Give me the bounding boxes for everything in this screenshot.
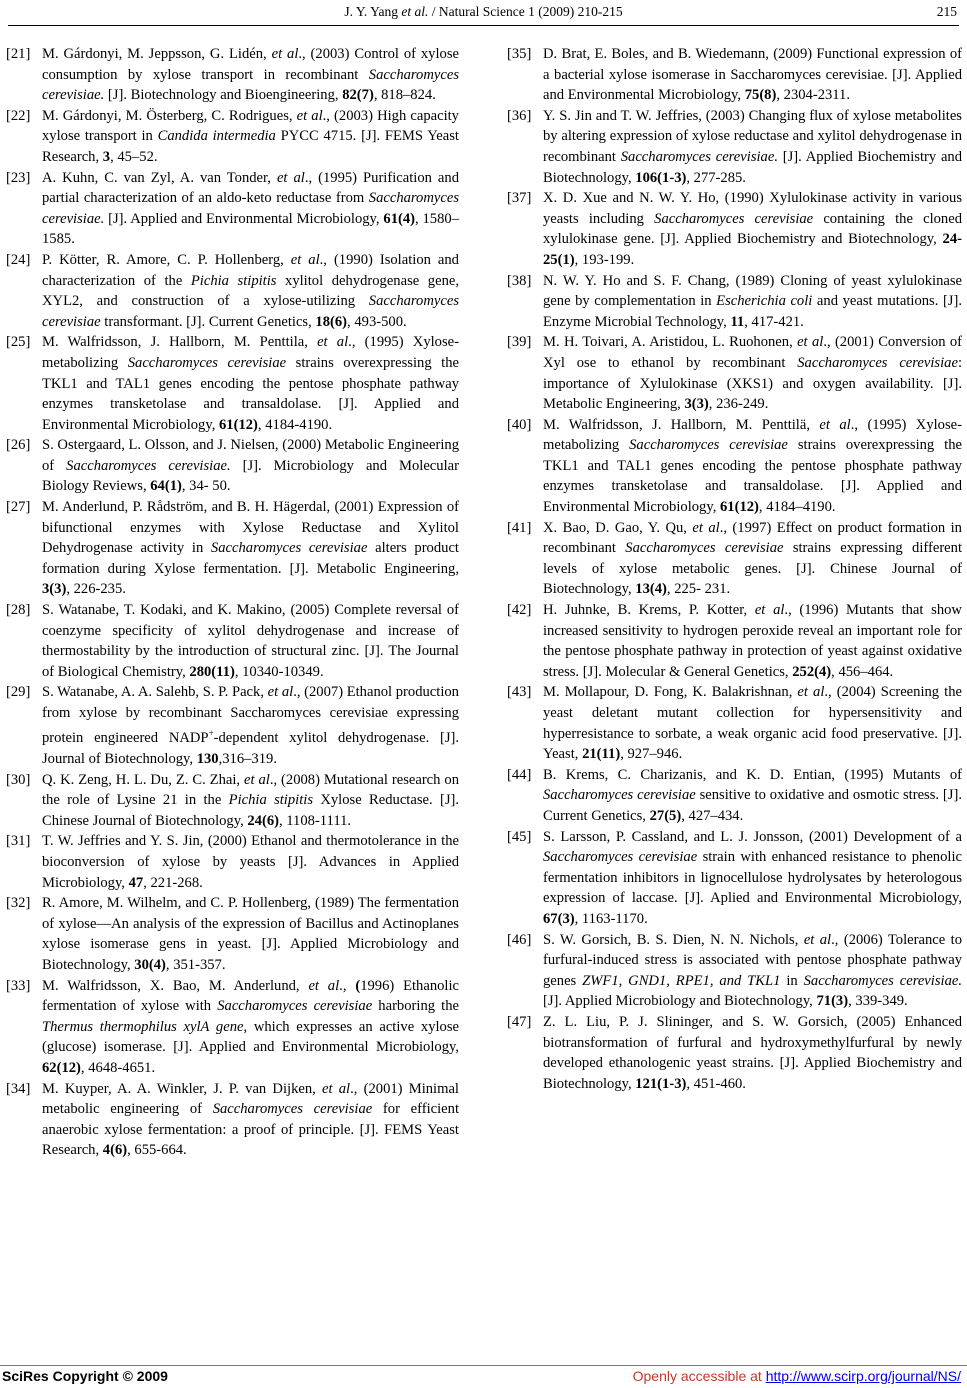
reference-number: [38] (507, 272, 532, 289)
reference-number: [35] (507, 46, 532, 62)
reference-text: A. Kuhn, C. van Zyl, A. van Tonder, et al., (1995) Purification and partial characterization of an aldo-keto reductase from Saccharomyces cerevisiae. [J]. Applied and Environmental Microbiology, 61(4), 1580– 1585. (42, 169, 459, 248)
reference-text: M. Kuyper, A. A. Winkler, J. P. van Dijken, et al., (2001) Minimal metabolic engineering of Saccharomyces cerevisiae for efficient anaerobic xylose fermentation: a proof of principle. [J]. FEMS Yeast Research, 4(6), 655-664. (42, 1080, 459, 1159)
reference-entry (6, 1079, 459, 1161)
reference-number: [37] (507, 190, 532, 207)
reference-entry (507, 682, 962, 764)
reference-entry (6, 250, 459, 332)
reference-text: P. Kötter, R. Amore, C. P. Hollenberg, et al., (1990) Isolation and characterization of the Pichia stipitis xylitol dehydrogenase gene, XYL2, and construction of a xylose-utilizing Saccharomyces cerevisiae transformant. [J]. Current Genetics, 18(6), 493-500. (42, 251, 460, 330)
reference-text: M. Gárdonyi, M. Österberg, C. Rodrigues, et al., (2003) High capacity xylose transport in Candida intermedia PYCC 4715. [J]. FEMS Yeast Research, 3, 45–52. (42, 107, 459, 165)
reference-column-right (507, 44, 962, 1094)
reference-text: S. W. Gorsich, B. S. Dien, N. N. Nichols, et al., (2006) Tolerance to furfural-induced stress is associated with pentose phosphate pathway genes ZWF1, GND1, RPE1, and TKL1 in Saccharomyces cerevisiae. [J]. Applied Microbiology and Biotechnology, 71(3), 339-349. (543, 931, 962, 1010)
reference-text: M. Walfridsson, J. Hallborn, M. Penttilä, et al., (1995) Xylose-metabolizing Saccharomyces cerevisiae strains overexpressing the TKL1 and TAL1 genes encoding the pentose phosphate pathway enzymes transketolase and transaldolase. [J]. Applied and Environmental Microbiology, 61(12), 4184–4190. (543, 416, 962, 516)
reference-entry (6, 497, 459, 600)
reference-entry (6, 682, 459, 769)
reference-entry (507, 332, 962, 414)
reference-entry (6, 332, 459, 435)
access-notice (633, 1368, 961, 1384)
reference-number: [47] (507, 1013, 532, 1030)
reference-text: M. Anderlund, P. Rådström, and B. H. Hägerdal, (2001) Expression of bifunctional enzymes with Xylose Reductase and Xylitol Dehydrogenase activity in Saccharomyces cerevisiae alters product formation during Xylose fermentation. [J]. Metabolic Engineering, 3(3), 226-235. (42, 499, 459, 598)
reference-text: S. Larsson, P. Cassland, and L. J. Jonsson, (2001) Development of a Saccharomyces cerevisiae strain with enhanced resistance to phenolic fermentation inhibitors in lignocellulose hydrolysates by heterologous expression of laccase. [J]. Aplied and Environmental Microbiology, 67(3), 1163-1170. (543, 828, 962, 927)
reference-text: M. H. Toivari, A. Aristidou, L. Ruohonen, et al., (2001) Conversion of Xyl ose to ethanol by recombinant Saccharomyces cerevisiae: importance of Xylulokinase (XKS1) and oxygen availability. [J]. Metabolic Engineering, 3(3), 236-249. (543, 334, 962, 413)
reference-number: [27] (6, 499, 31, 516)
reference-number: [24] (6, 251, 31, 268)
reference-number: [43] (507, 684, 532, 701)
reference-entry (507, 415, 962, 518)
reference-text: S. Ostergaard, L. Olsson, and J. Nielsen, (2000) Metabolic Engineering of Saccharomyces cerevisiae. [J]. Microbiology and Molecular Biology Reviews, 64(1), 34- 50. (42, 437, 459, 495)
reference-number: [23] (6, 169, 31, 186)
reference-text: S. Watanabe, T. Kodaki, and K. Makino, (2005) Complete reversal of coenzyme specificity of xylitol dehydrogenase and increase of thermostability by the introduction of structural zinc. [J]. The Journal of Biological Chemistry, 280(11), 10340-10349. (42, 602, 459, 680)
reference-number: [21] (6, 46, 31, 62)
reference-entry (6, 600, 459, 682)
reference-number: [40] (507, 416, 532, 433)
reference-number: [33] (6, 977, 31, 994)
reference-number: [32] (6, 895, 31, 912)
reference-text: M. Walfridsson, X. Bao, M. Anderlund, et al., (1996) Ethanolic fermentation of xylose with Saccharomyces cerevisiae harboring the Thermus thermophilus xylA gene, which expresses an active xylose (glucose) isomerase. [J]. Applied and Environmental Microbiology, 62(12), 4648-4651. (42, 977, 459, 1076)
reference-number: [46] (507, 931, 532, 948)
page-number: 215 (936, 4, 957, 19)
page-footer (0, 1368, 967, 1386)
header-divider (8, 25, 959, 26)
reference-entry (6, 770, 459, 832)
reference-text: Y. S. Jin and T. W. Jeffries, (2003) Changing flux of xylose metabolites by altering expression of xylose reductase and xylitol dehydrogenase in recombinant Saccharomyces cerevisiae. [J]. Applied Biochemistry and Biotechnology, 106(1-3), 277-285. (543, 107, 963, 186)
reference-entry (6, 893, 459, 975)
reference-entry (6, 106, 459, 168)
running-header (0, 4, 967, 24)
header-journal: / Natural Science 1 (2009) 210-215 (428, 4, 623, 19)
copyright-notice: SciRes Copyright © 2009 (2, 1368, 168, 1384)
reference-entry (6, 435, 459, 497)
reference-entry (6, 831, 459, 893)
reference-number: [30] (6, 771, 31, 788)
reference-entry (507, 827, 962, 930)
reference-text: M. Mollapour, D. Fong, K. Balakrishnan, et al., (2004) Screening the yeast deletant mutant collection for hypersensitivity and hyperresistance to sorbate, a weak organic acid food preservative. [J]. Yeast, 21(11), 927–946. (543, 684, 962, 763)
reference-entry (507, 518, 962, 600)
reference-text: Q. K. Zeng, H. L. Du, Z. C. Zhai, et al., (2008) Mutational research on the role of Lysine 21 in the Pichia stipitis Xylose Reductase. [J]. Chinese Journal of Biotechnology, 24(6), 1108-1111. (42, 771, 460, 829)
journal-link[interactable]: http://www.scirp.org/journal/NS/ (765, 1368, 961, 1384)
reference-number: [34] (6, 1080, 31, 1097)
reference-entry (507, 930, 962, 1012)
reference-number: [39] (507, 334, 532, 351)
reference-text: R. Amore, M. Wilhelm, and C. P. Hollenberg, (1989) The fermentation of xylose—An analysis of the expression of Bacillus and Actinoplanes xylose isomerase gens in yeast. [J]. Applied Microbiology and Biotechnology, 30(4), 351-357. (42, 895, 459, 973)
reference-entry (507, 600, 962, 682)
header-authors: J. Y. Yang (344, 4, 402, 19)
reference-number: [25] (6, 334, 31, 351)
reference-text: N. W. Y. Ho and S. F. Chang, (1989) Cloning of yeast xylulokinase gene by complementation in Escherichia coli and yeast mutations. [J]. Enzyme Microbial Technology, 11, 417-421. (543, 272, 962, 330)
access-text: Openly accessible at (632, 1368, 766, 1384)
reference-entry (507, 106, 962, 188)
reference-number: [31] (6, 833, 31, 850)
reference-number: [28] (6, 602, 31, 619)
reference-entry (6, 168, 459, 250)
reference-number: [44] (507, 766, 532, 783)
reference-entry (6, 976, 459, 1079)
reference-entry (6, 44, 459, 106)
reference-number: [41] (507, 519, 532, 536)
footer-divider (0, 1365, 967, 1366)
reference-text: H. Juhnke, B. Krems, P. Kotter, et al., (1996) Mutants that show increased sensitivity to hydrogen peroxide reveal an important role for the pentose phosphate pathway in protection of yeast against oxidative stress. [J]. Molecular & General Genetics, 252(4), 456–464. (543, 602, 962, 680)
reference-text: B. Krems, C. Charizanis, and K. D. Entian, (1995) Mutants of Saccharomyces cerevisiae sensitive to oxidative and osmotic stress. [J]. Current Genetics, 27(5), 427–434. (543, 766, 962, 824)
reference-number: [26] (6, 437, 31, 454)
reference-number: [29] (6, 684, 31, 701)
reference-text: D. Brat, E. Boles, and B. Wiedemann, (2009) Functional expression of a bacterial xylose isomerase in Saccharomyces cerevisiae. [J]. Applied and Environmental Microbiology, 75(8), 2304-2311. (543, 46, 962, 104)
reference-text: M. Walfridsson, J. Hallborn, M. Penttila, et al., (1995) Xylose-metabolizing Saccharomyces cerevisiae strains overexpressing the TKL1 and TAL1 genes encoding the pentose phosphate pathway enzymes transketolase and transaldolase. [J]. Applied and Environmental Microbiology, 61(12), 4184-4190. (42, 334, 459, 433)
reference-number: [22] (6, 107, 31, 124)
reference-text: X. D. Xue and N. W. Y. Ho, (1990) Xylulokinase activity in various yeasts including Saccharomyces cerevisiae containing the cloned xylulokinase gene. [J]. Applied Biochemistry and Biotechnology, 24-25(1), 193-199. (543, 190, 962, 268)
reference-text: X. Bao, D. Gao, Y. Qu, et al., (1997) Effect on product formation in recombinant Saccharomyces cerevisiae strains expressing different levels of xylose metabolic genes. [J]. Chinese Journal of Biotechnology, 13(4), 225- 231. (543, 519, 963, 598)
reference-text: S. Watanabe, A. A. Salehb, S. P. Pack, et al., (2007) Ethanol production from xylose by recombinant Saccharomyces cerevisiae expressing protein engineered NADP+-dependent xylitol dehydrogenase. [J]. Journal of Biotechnology, 130,316–319. (42, 684, 460, 768)
reference-entry (507, 271, 962, 333)
reference-text: Z. L. Liu, P. J. Slininger, and S. W. Gorsich, (2005) Enhanced biotransformation of furfural and hydroxymethylfurfural by newly developed ethanologenic yeast strains. [J]. Applied Biochemistry and Biotechnology, 121(1-3), 451-460. (543, 1013, 962, 1092)
reference-number: [45] (507, 828, 532, 845)
reference-entry (507, 44, 962, 106)
reference-number: [42] (507, 602, 532, 619)
reference-text: T. W. Jeffries and Y. S. Jin, (2000) Ethanol and thermotolerance in the bioconversion of xylose by yeasts [J]. Advances in Applied Microbiology, 47, 221-268. (42, 833, 459, 891)
reference-column-left (6, 44, 459, 1161)
reference-entry (507, 765, 962, 827)
header-etal: et al. (401, 4, 429, 19)
reference-entry (507, 188, 962, 270)
reference-number: [36] (507, 107, 532, 124)
reference-entry (507, 1012, 962, 1094)
reference-text: M. Gárdonyi, M. Jeppsson, G. Lidén, et al., (2003) Control of xylose consumption by xylose transport in recombinant Saccharomyces cerevisiae. [J]. Biotechnology and Bioengineering, 82(7), 818–824. (42, 46, 459, 104)
journal-citation (0, 4, 967, 20)
